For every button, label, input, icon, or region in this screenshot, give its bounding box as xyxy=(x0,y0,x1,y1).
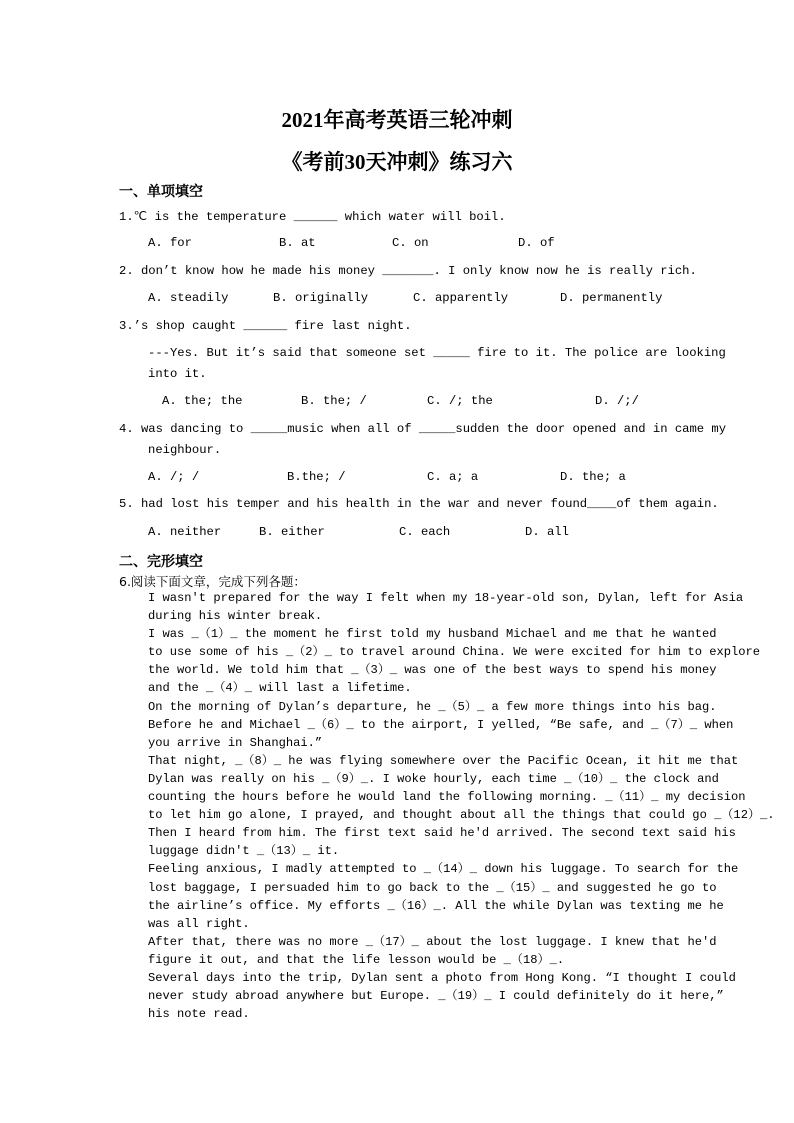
section-heading-single-choice: 一、单项填空 xyxy=(119,184,203,200)
passage-line: Feeling anxious, I madly attempted to _（14）_ down his luggage. To search for the xyxy=(148,862,739,877)
option-c: C. on xyxy=(392,236,429,250)
cloze-instruction: 6.阅读下面文章，完成下列各题： xyxy=(119,574,306,589)
option-b: B. at xyxy=(279,236,316,250)
passage-line: his note read. xyxy=(148,1007,250,1022)
passage-line: during his winter break. xyxy=(148,609,323,624)
passage-line: On the morning of Dylan’s departure, he _（5）_ a few more things into his bag. xyxy=(148,699,717,714)
option-b: B. either xyxy=(259,525,325,539)
option-d: D. of xyxy=(518,236,555,250)
passage-line: never study abroad anywhere but Europe. _（19）_ I could definitely do it here,” xyxy=(148,989,724,1004)
passage-line: to let him go alone, I prayed, and thought about all the things that could go _（12）_. xyxy=(148,808,775,823)
option-d: D. all xyxy=(525,525,569,539)
passage-line: Several days into the trip, Dylan sent a photo from Hong Kong. “I thought I could xyxy=(148,970,736,985)
passage-line: the world. We told him that _（3）_ was one of the best ways to spend his money xyxy=(148,663,717,678)
page-subtitle: 《考前30天冲刺》练习六 xyxy=(281,150,513,174)
passage-line: I was _（1）_ the moment he first told my husband Michael and me that he wanted xyxy=(148,627,717,642)
passage-line: Dylan was really on his _（9）_. I woke hourly, each time _（10）_ the clock and xyxy=(148,771,719,786)
option-d: D. permanently xyxy=(560,291,663,305)
option-b: B. originally xyxy=(273,291,369,305)
passage-line: Then I heard from him. The first text said he'd arrived. The second text said his xyxy=(148,826,736,841)
option-b: B. the; / xyxy=(301,394,367,408)
option-b: B.the; / xyxy=(287,470,346,484)
question-continuation: into it. xyxy=(148,367,207,381)
passage-line: I wasn't prepared for the way I felt when my 18-year-old son, Dylan, left for Asia xyxy=(148,591,744,605)
passage-line: was all right. xyxy=(148,916,250,931)
section-heading-cloze: 二、完形填空 xyxy=(119,554,203,570)
question-stem: 2. don’t know how he made his money _______. I only know now he is really rich. xyxy=(119,264,697,278)
question-stem: 1.℃ is the temperature ______ which water will boil. xyxy=(119,210,506,224)
passage-line: luggage didn't _（13）_ it. xyxy=(148,844,340,859)
option-c: C. /; the xyxy=(427,394,493,408)
option-c: C. apparently xyxy=(413,291,509,305)
option-a: A. the; the xyxy=(162,394,243,408)
option-a: A. /; / xyxy=(148,470,200,484)
option-a: A. neither xyxy=(148,525,222,539)
passage-line: Before he and Michael _（6）_ to the airport, I yelled, “Be safe, and _（7）_ when xyxy=(148,717,734,732)
passage-line: counting the hours before he would land the following morning. _（11）_ my decision xyxy=(148,790,746,805)
page-title: 2021年高考英语三轮冲刺 xyxy=(281,108,513,132)
cloze-passage xyxy=(148,589,775,1023)
question-stem: 4. was dancing to _____music when all of _____sudden the door opened and in came my xyxy=(119,422,727,436)
option-a: A. for xyxy=(148,236,192,250)
passage-line: lost baggage, I persuaded him to go back to the _（15）_ and suggested he go to xyxy=(148,880,717,895)
option-c: C. a; a xyxy=(427,470,479,484)
question-continuation: ---Yes. But it’s said that someone set _____ fire to it. The police are looking xyxy=(148,346,726,360)
passage-line: you arrive in Shanghai.” xyxy=(148,735,323,750)
question-stem: 5. had lost his temper and his health in the war and never found____of them again. xyxy=(119,497,719,511)
option-a: A. steadily xyxy=(148,291,229,305)
passage-line: the airline’s office. My efforts _（16）_. All the while Dylan was texting me he xyxy=(148,898,724,913)
option-c: C. each xyxy=(399,525,451,539)
passage-line: That night, _（8）_ he was flying somewhere over the Pacific Ocean, it hit me that xyxy=(148,753,739,768)
passage-line: figure it out, and that the life lesson would be _（18）_. xyxy=(148,952,565,967)
passage-line: to use some of his _（2）_ to travel around China. We were excited for him to explore xyxy=(148,645,761,660)
question-continuation: neighbour. xyxy=(148,443,222,457)
option-d: D. the; a xyxy=(560,470,626,484)
passage-line: and the _（4）_ will last a lifetime. xyxy=(148,681,412,696)
passage-line: After that, there was no more _（17）_ about the lost luggage. I knew that he'd xyxy=(148,934,717,949)
option-d: D. /;/ xyxy=(595,394,639,408)
question-stem: 3.’s shop caught ______ fire last night. xyxy=(119,319,412,333)
